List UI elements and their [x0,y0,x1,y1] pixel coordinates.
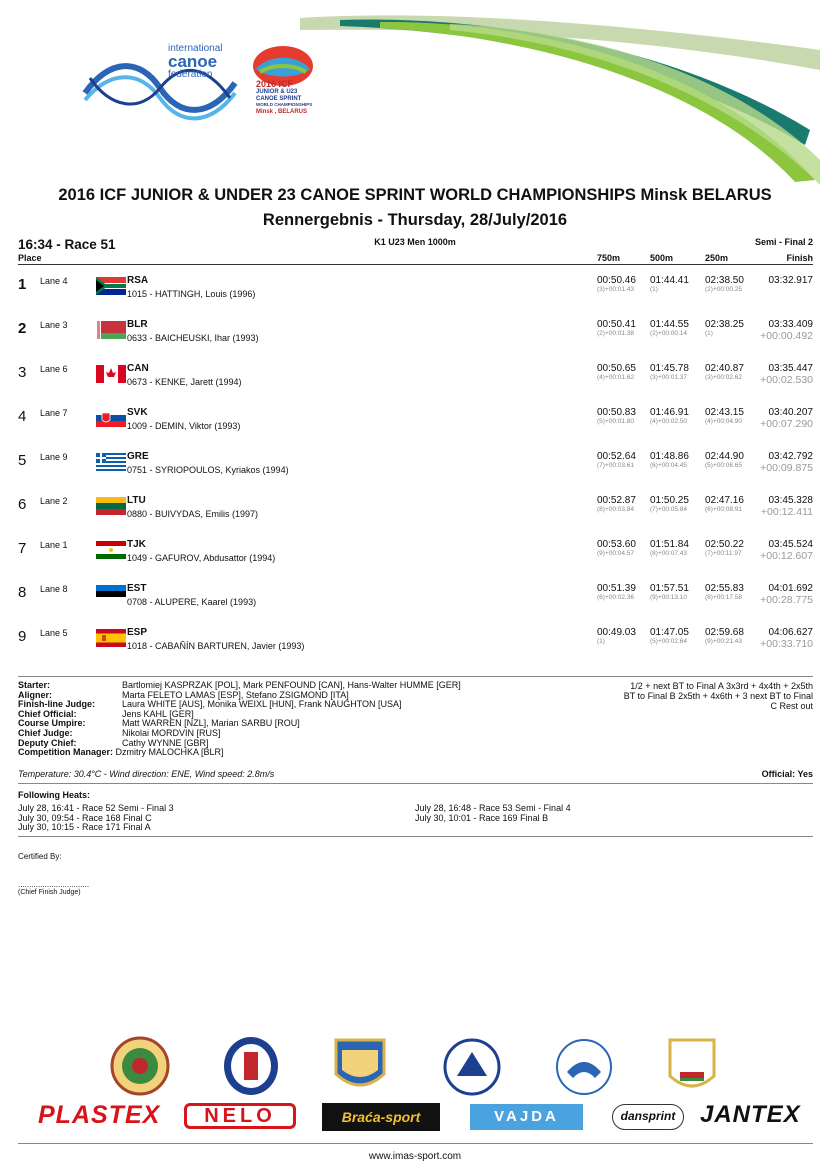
split-750m [597,583,657,601]
sponsor-logo-vajda: VAJDA [470,1104,583,1130]
result-country: GRE [127,451,149,462]
split-500m [650,583,710,601]
page-title: 2016 ICF JUNIOR & UNDER 23 CANOE SPRINT WORLD CHAMPIONSHIPS Minsk BELARUS [58,186,772,204]
split-500m [650,275,710,293]
header-swoosh-graphic [300,10,820,185]
icf-logo-text [168,44,222,80]
flag-blr-icon [96,321,126,339]
split-250m [705,539,765,557]
officials-block [18,681,461,758]
official-status: Official: Yes [761,769,813,779]
icf-line-3: federation [168,69,213,80]
split-250m [705,275,765,293]
certified-by-label: Certified By: [18,852,62,861]
split-rank: (3)+00:01.43 [597,286,635,293]
result-place: 7 [18,540,27,557]
result-lane: Lane 3 [40,320,68,330]
column-header-finish: Finish [786,253,813,263]
result-row [0,273,830,317]
sponsor-logo-dansprint: dansprint [612,1104,684,1130]
header-divider [18,264,813,265]
official-name: Bartlomiej KASPRZAK [POL], Mark PENFOUND [CAN], Hans-Walter HUMME [GER] [122,680,461,690]
result-country: LTU [127,495,146,506]
split-rank: (4)+00:04.90 [705,418,743,425]
split-rank: (7)+00:05.84 [650,506,688,513]
split-250m [705,407,765,425]
split-250m [705,583,765,601]
split-time: 02:50.22 [705,539,744,550]
race-time-number: 16:34 - Race 51 [18,237,116,252]
finish-time-value: 03:42.792 [768,451,813,462]
split-250m [705,363,765,381]
flag-ltu-icon [96,497,126,515]
official-role: Finish-line Judge: [18,699,96,710]
result-lane: Lane 7 [40,408,68,418]
flag-est-icon [96,585,126,603]
result-athlete: 0708 - ALUPERE, Kaarel (1993) [127,597,257,607]
split-time: 00:50.41 [597,319,636,330]
split-rank: (4)+00:01.62 [597,374,635,381]
official-name: Cathy WYNNE [GBR] [122,737,209,748]
sponsor-logo-nelo: NELO [184,1103,296,1129]
result-row [0,405,830,449]
result-row [0,361,830,405]
qualification-rules [624,681,813,711]
finish-time-value: 03:40.207 [768,407,813,418]
split-rank: (2)+00:00.25 [705,286,743,293]
result-lane: Lane 5 [40,628,68,638]
finish-time-value: 04:06.627 [768,627,813,638]
event-logo-year: 2016 ICF [256,79,294,89]
split-rank: (9)+00:21.43 [705,638,743,645]
split-rank: (1) [597,638,605,645]
split-time: 01:57.51 [650,583,689,594]
split-time: 02:38.50 [705,275,744,286]
split-time: 01:46.91 [650,407,689,418]
column-header-place: Place [18,253,42,263]
result-country: EST [127,583,147,594]
following-heat: July 30, 10:01 - Race 169 Final B [415,812,549,823]
results-divider [18,676,813,677]
result-country: RSA [127,275,149,286]
result-lane: Lane 2 [40,496,68,506]
footer-url: www.imas-sport.com [368,1151,462,1162]
patron-emblem-6-icon [666,1036,718,1096]
column-header-750m: 750m [597,253,621,263]
split-time: 02:59.68 [705,627,744,638]
finish-time [760,451,813,474]
official-role: Course Umpire: [18,718,86,729]
split-rank: (5)+00:02.64 [650,638,688,645]
split-time: 01:50.25 [650,495,689,506]
result-place: 1 [18,276,27,293]
event-logo-text [256,80,316,115]
event-logo-line-3: CANOE SPRINT [256,95,302,102]
split-rank: (3)+00:01.37 [650,374,688,381]
finish-time-value: 03:45.524 [768,539,813,550]
split-rank: (5)+00:06.65 [705,462,743,469]
weather-info: Temperature: 30.4°C - Wind direction: ENE, Wind speed: 2.8m/s [18,769,275,779]
following-heat: July 28, 16:48 - Race 53 Semi - Final 4 [415,803,571,813]
official-role: Aligner: [18,689,53,700]
flag-svk-icon [96,409,126,427]
split-500m [650,495,710,513]
split-time: 02:38.25 [705,319,744,330]
official-name: Marta FELETO LAMAS [ESP], Stefano ZSIGMOND [ITA] [122,689,349,700]
split-rank: (2)+00:00.14 [650,330,688,337]
split-time: 02:55.83 [705,583,744,594]
qualification-line: C Rest out [770,701,813,711]
split-rank: (9)+00:04.57 [597,550,635,557]
following-divider [18,836,813,837]
split-rank: (4)+00:02.50 [650,418,688,425]
split-500m [650,319,710,337]
page-subtitle: Rennergebnis - Thursday, 28/July/2016 [262,211,568,229]
official-row [18,748,461,758]
result-row [0,493,830,537]
flag-gre-icon [96,453,126,471]
official-role: Chief Official: [18,708,77,719]
result-athlete: 0673 - KENKE, Jarett (1994) [127,377,242,387]
following-heat: July 30, 09:54 - Race 168 Final C [18,812,152,823]
finish-time [761,495,813,518]
result-row [0,625,830,669]
official-name: Matt WARREN [NZL], Marian SARBU [ROU] [122,718,300,729]
following-heats-right [415,804,571,823]
result-place: 3 [18,364,27,381]
following-heat: July 30, 10:15 - Race 171 Final A [18,822,151,833]
patron-emblem-1-icon [110,1036,170,1096]
finish-time-value: 04:01.692 [768,583,813,594]
result-lane: Lane 8 [40,584,68,594]
finish-time-value: 03:45.328 [768,495,813,506]
result-place: 6 [18,496,27,513]
split-rank: (7)+00:11.97 [705,550,742,557]
finish-time [760,407,813,430]
finish-time [760,583,813,606]
split-500m [650,407,710,425]
official-name: Nikolai MORDVIN [RUS] [122,727,221,738]
split-rank: (1) [650,286,658,293]
split-500m [650,539,710,557]
result-row [0,537,830,581]
qualification-line: 1/2 + next BT to Final A 3x3rd + 4x4th + 2x5th [630,681,813,691]
result-place: 8 [18,584,27,601]
result-lane: Lane 1 [40,540,68,550]
column-header-250m: 250m [705,253,729,263]
following-heats-title: Following Heats: [18,790,90,800]
official-row [18,700,461,710]
official-role: Deputy Chief: [18,737,77,748]
flag-rsa-icon [96,277,126,295]
finish-behind: +00:12.411 [760,506,813,518]
split-time: 02:47.16 [705,495,744,506]
patron-emblem-3-icon [332,1036,388,1096]
split-750m [597,407,657,425]
patron-emblem-5-icon [555,1038,613,1096]
finish-behind: +00:07.290 [760,418,813,430]
result-place: 4 [18,408,27,425]
result-country: BLR [127,319,148,330]
split-time: 01:45.78 [650,363,689,374]
signature-line: ................................ [18,880,90,889]
official-name: Laura WHITE [AUS], Monika WEIXL [HUN], Frank NAUGHTON [USA] [122,699,402,710]
result-country: CAN [127,363,149,374]
icf-line-2: canoe [168,52,218,71]
patron-emblem-4-icon [443,1038,501,1096]
event-logo-line-2: JUNIOR & U23 [256,89,298,95]
result-athlete: 1018 - CABAÑÍN BARTUREN, Javier (1993) [127,641,305,651]
split-time: 00:52.87 [597,495,636,506]
split-250m [705,495,765,513]
result-lane: Lane 9 [40,452,68,462]
split-time: 02:44.90 [705,451,744,462]
flag-can-icon [96,365,126,383]
split-time: 01:48.86 [650,451,689,462]
result-place: 9 [18,628,27,645]
finish-behind: +00:12.607 [760,550,813,562]
split-rank: (7)+00:03.61 [597,462,635,469]
split-750m [597,451,657,469]
split-rank: (8)+00:17.58 [705,594,743,601]
split-500m [650,627,710,645]
sponsor-logo-braca-sport: Braća-sport [322,1103,440,1131]
result-athlete: 0751 - SYRIOPOULOS, Kyriakos (1994) [127,465,289,475]
split-500m [650,451,710,469]
split-750m [597,319,657,337]
split-time: 01:47.05 [650,627,689,638]
split-time: 02:40.87 [705,363,744,374]
official-role: Competition Manager: [18,747,114,758]
split-250m [705,451,765,469]
official-name: Jens KAHL [GER] [122,708,194,719]
result-country: ESP [127,627,148,638]
split-time: 02:43.15 [705,407,744,418]
finish-time [760,627,813,650]
split-time: 01:44.55 [650,319,689,330]
sponsor-logo-jantex: JANTEX [700,1101,801,1128]
qualification-line: BT to Final B 2x5th + 4x6th + 3 next BT to Final [623,691,813,701]
result-row [0,581,830,625]
result-athlete: 1015 - HATTINGH, Louis (1996) [127,289,256,299]
split-rank: (6)+00:08.91 [705,506,743,513]
result-country: TJK [127,539,146,550]
result-row [0,317,830,361]
weather-divider [18,783,813,784]
split-250m [705,319,765,337]
split-750m [597,275,657,293]
result-place: 2 [18,320,27,337]
icf-line-1: international [168,43,223,54]
split-750m [597,495,657,513]
split-rank: (8)+00:07.43 [650,550,688,557]
split-time: 01:51.84 [650,539,689,550]
result-lane: Lane 4 [40,276,68,286]
split-rank: (3)+00:02.62 [705,374,743,381]
split-rank: (8)+00:03.84 [597,506,635,513]
official-name: Dzmitry MALOCHKA [BLR] [115,747,224,758]
finish-time-value: 03:32.917 [768,275,813,286]
patron-emblem-2-icon [222,1036,280,1096]
finish-behind: +00:09.875 [760,462,813,474]
result-athlete: 0880 - BUIVYDAS, Emilis (1997) [127,509,259,519]
finish-time-value: 03:33.409 [768,319,813,330]
split-time: 00:52.64 [597,451,636,462]
official-row [18,719,461,729]
race-phase: Semi - Final 2 [754,237,813,247]
chief-finish-judge-label: (Chief Finish Judge) [18,889,81,896]
finish-time-value: 03:35.447 [768,363,813,374]
split-rank: (1) [705,330,713,337]
official-row [18,729,461,739]
split-rank: (5)+00:01.80 [597,418,635,425]
column-header-500m: 500m [650,253,674,263]
split-time: 00:50.83 [597,407,636,418]
finish-behind: +00:02.530 [760,374,813,386]
split-time: 00:49.03 [597,627,636,638]
event-logo-location: Minsk , BELARUS [256,108,308,115]
finish-behind: +00:33.710 [760,638,813,650]
following-heat: July 28, 16:41 - Race 52 Semi - Final 3 [18,803,174,813]
result-row [0,449,830,493]
result-lane: Lane 6 [40,364,68,374]
official-role: Starter: [18,680,51,690]
finish-behind: +00:28.775 [760,594,813,606]
result-athlete: 0633 - BAICHEUSKI, Ihar (1993) [127,333,259,343]
split-750m [597,363,657,381]
finish-time [760,319,813,342]
split-time: 00:50.65 [597,363,636,374]
result-athlete: 1009 - DEMIN, Viktor (1993) [127,421,241,431]
result-country: SVK [127,407,148,418]
split-rank: (9)+00:13.10 [650,594,688,601]
result-athlete: 1049 - GAFUROV, Abdusattor (1994) [127,553,276,563]
race-class: K1 U23 Men 1000m [374,237,456,247]
split-250m [705,627,765,645]
split-time: 01:44.41 [650,275,689,286]
event-logo-line-4: WORLD CHAMPIONSHIPS [256,102,313,107]
split-750m [597,627,657,645]
split-time: 00:53.60 [597,539,636,550]
finish-time [760,363,813,386]
split-rank: (6)+00:02.36 [597,594,635,601]
official-role: Chief Judge: [18,727,73,738]
split-time: 00:50.46 [597,275,636,286]
finish-time [769,275,814,286]
flag-tjk-icon [96,541,126,559]
split-500m [650,363,710,381]
footer-divider [18,1143,813,1144]
split-750m [597,539,657,557]
result-place: 5 [18,452,27,469]
finish-time [760,539,813,562]
split-rank: (6)+00:04.45 [650,462,688,469]
sponsor-logo-plastex: PLASTEX [38,1101,161,1129]
split-time: 00:51.39 [597,583,636,594]
finish-behind: +00:00.492 [760,330,813,342]
flag-esp-icon [96,629,126,647]
following-heats-left [18,804,174,833]
split-rank: (2)+00:01.38 [597,330,635,337]
